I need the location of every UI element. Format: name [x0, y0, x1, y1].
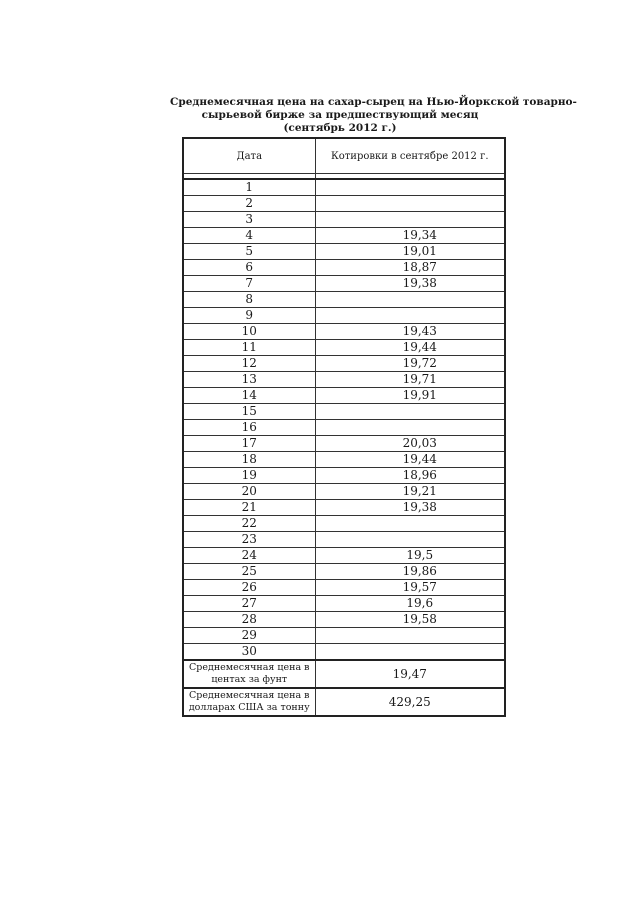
table-row — [183, 372, 505, 388]
date-cell: 9 — [183, 308, 315, 324]
quote-cell — [315, 532, 505, 548]
quote-cell: 19,44 — [315, 452, 505, 468]
quote-cell: 19,6 — [315, 596, 505, 612]
title-line-3: (сентябрь 2012 г.) — [283, 122, 397, 134]
quote-cell: 18,96 — [315, 468, 505, 484]
date-cell: 4 — [183, 228, 315, 244]
table-row — [183, 260, 505, 276]
quote-cell: 19,44 — [315, 340, 505, 356]
date-cell: 8 — [183, 292, 315, 308]
date-cell: 22 — [183, 516, 315, 532]
table-row — [183, 340, 505, 356]
date-cell: 16 — [183, 420, 315, 436]
document-title — [170, 96, 577, 135]
date-cell: 23 — [183, 532, 315, 548]
quote-cell: 19,5 — [315, 548, 505, 564]
table-row — [183, 532, 505, 548]
table-row — [183, 292, 505, 308]
date-cell: 26 — [183, 580, 315, 596]
table-row — [183, 212, 505, 228]
table-row — [183, 516, 505, 532]
quote-cell: 19,01 — [315, 244, 505, 260]
quote-cell — [315, 628, 505, 644]
table-row — [183, 324, 505, 340]
date-cell: 15 — [183, 404, 315, 420]
date-cell: 25 — [183, 564, 315, 580]
quote-cell: 18,87 — [315, 260, 505, 276]
quote-cell: 19,72 — [315, 356, 505, 372]
table-row — [183, 244, 505, 260]
date-cell: 18 — [183, 452, 315, 468]
date-cell: 7 — [183, 276, 315, 292]
quotes-table — [182, 137, 506, 717]
quote-cell: 19,58 — [315, 612, 505, 628]
quote-cell: 19,34 — [315, 228, 505, 244]
date-cell: 2 — [183, 196, 315, 212]
summary-row — [183, 660, 505, 688]
date-cell: 6 — [183, 260, 315, 276]
quote-cell: 19,21 — [315, 484, 505, 500]
date-cell: 24 — [183, 548, 315, 564]
quote-cell — [315, 420, 505, 436]
date-cell: 19 — [183, 468, 315, 484]
quote-cell: 19,57 — [315, 580, 505, 596]
date-cell: 14 — [183, 388, 315, 404]
quote-cell — [315, 516, 505, 532]
title-line-1: Среднемесячная цена на сахар-сырец на Нью-Йоркской товарно- — [170, 96, 577, 108]
header-row — [183, 138, 505, 174]
header-quotes: Котировки в сентябре 2012 г. — [315, 138, 505, 174]
date-cell: 5 — [183, 244, 315, 260]
date-cell: 20 — [183, 484, 315, 500]
quote-cell — [315, 292, 505, 308]
table-row — [183, 548, 505, 564]
table-row — [183, 388, 505, 404]
table-row — [183, 196, 505, 212]
quote-cell: 19,38 — [315, 276, 505, 292]
date-cell: 11 — [183, 340, 315, 356]
table-row — [183, 628, 505, 644]
date-cell: 30 — [183, 644, 315, 661]
date-cell: 27 — [183, 596, 315, 612]
date-cell: 29 — [183, 628, 315, 644]
header-date: Дата — [183, 138, 315, 174]
quotes-body — [183, 174, 505, 717]
date-cell: 21 — [183, 500, 315, 516]
summary-label: Среднемесячная цена в долларах США за тонну — [183, 688, 315, 716]
quote-cell — [315, 196, 505, 212]
table-row — [183, 500, 505, 516]
date-cell: 13 — [183, 372, 315, 388]
date-cell: 10 — [183, 324, 315, 340]
date-cell: 3 — [183, 212, 315, 228]
date-cell: 1 — [183, 179, 315, 196]
table-row — [183, 228, 505, 244]
quote-cell: 19,91 — [315, 388, 505, 404]
quote-cell: 20,03 — [315, 436, 505, 452]
table-row — [183, 308, 505, 324]
quote-cell — [315, 179, 505, 196]
title-line-2: сырьевой бирже за предшествующий месяц — [201, 109, 479, 121]
table-row — [183, 644, 505, 661]
table-row — [183, 564, 505, 580]
table-row — [183, 356, 505, 372]
table-row — [183, 468, 505, 484]
table-row — [183, 484, 505, 500]
quote-cell — [315, 404, 505, 420]
table-row — [183, 612, 505, 628]
table-row — [183, 179, 505, 196]
date-cell: 28 — [183, 612, 315, 628]
quote-cell: 19,71 — [315, 372, 505, 388]
quote-cell — [315, 644, 505, 661]
summary-label: Среднемесячная цена в центах за фунт — [183, 660, 315, 688]
summary-value: 429,25 — [315, 688, 505, 716]
table-row — [183, 436, 505, 452]
quote-cell: 19,43 — [315, 324, 505, 340]
table-row — [183, 452, 505, 468]
table-row — [183, 596, 505, 612]
quote-cell — [315, 212, 505, 228]
table-row — [183, 580, 505, 596]
date-cell: 12 — [183, 356, 315, 372]
table-row — [183, 420, 505, 436]
quote-cell — [315, 308, 505, 324]
quote-cell: 19,86 — [315, 564, 505, 580]
quote-cell: 19,38 — [315, 500, 505, 516]
table-row — [183, 276, 505, 292]
table-row — [183, 404, 505, 420]
date-cell: 17 — [183, 436, 315, 452]
summary-row — [183, 688, 505, 716]
summary-value: 19,47 — [315, 660, 505, 688]
